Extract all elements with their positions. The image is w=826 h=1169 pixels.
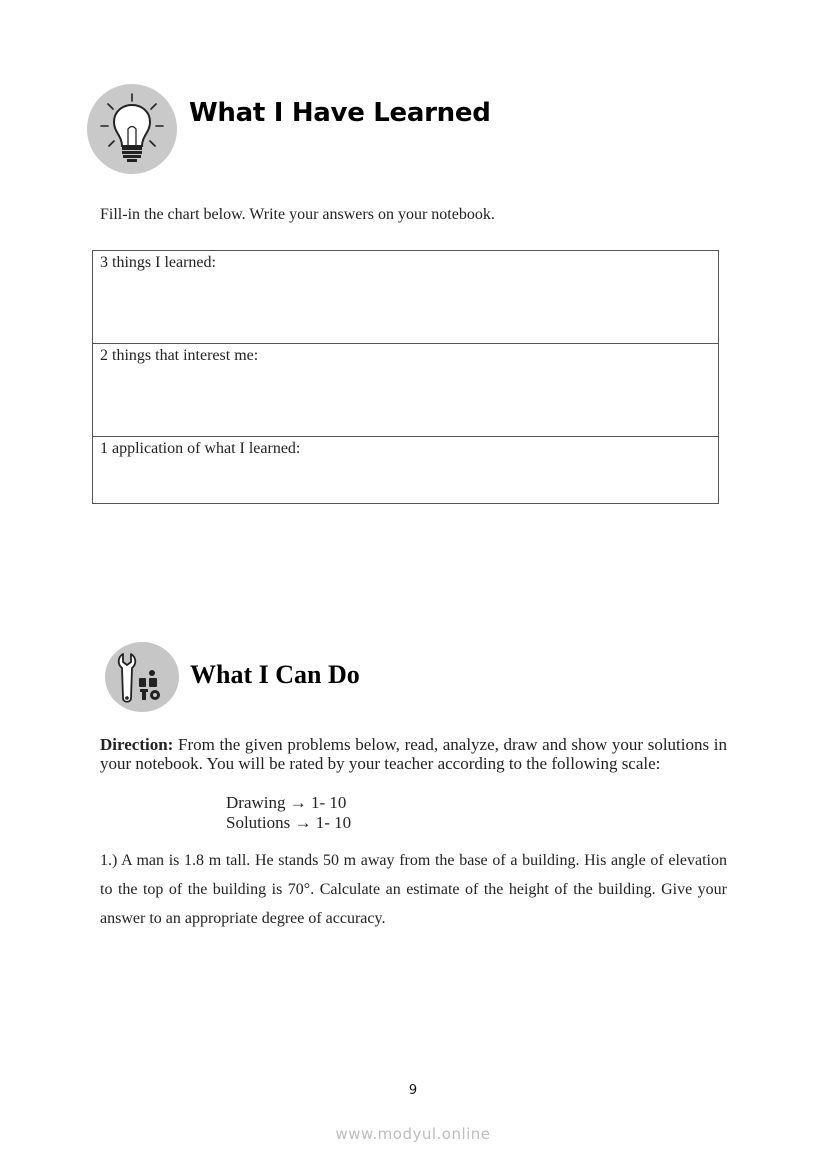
chart-row-label: 3 things I learned: [100,254,216,271]
direction-label: Direction: [100,735,174,754]
chart-row-things-learned [93,251,718,343]
direction-text: From the given problems below, read, analyze, draw and show your solutions in your notebook. You will be rated by your teacher according to the following scale: [100,735,727,773]
learning-chart-table [92,250,719,504]
section-title-what-i-have-learned: What I Have Learned [189,98,491,128]
tools-icon [105,642,179,712]
section-title-what-i-can-do: What I Can Do [190,660,360,689]
direction-paragraph [100,735,727,773]
scale-drawing: Drawing → 1- 10 [226,793,347,812]
page-number: 9 [408,1083,418,1098]
chart-row-label: 2 things that interest me: [100,347,259,364]
scale-solutions: Solutions → 1- 10 [226,813,352,832]
chart-row-things-interest [93,343,718,436]
watermark: www.modyul.online [335,1125,491,1143]
lightbulb-icon [87,84,177,174]
chart-row-application [93,436,718,503]
chart-row-label: 1 application of what I learned: [100,440,301,457]
instruction-text: Fill-in the chart below. Write your answers on your notebook. [100,206,495,223]
problem-1-text: 1.) A man is 1.8 m tall. He stands 50 m away from the base of a building. His angle of elevation to the top of the building is 70°. Calculate an estimate of the height of the building. Give your answer to an appropriate degree of accuracy. [100,852,727,927]
